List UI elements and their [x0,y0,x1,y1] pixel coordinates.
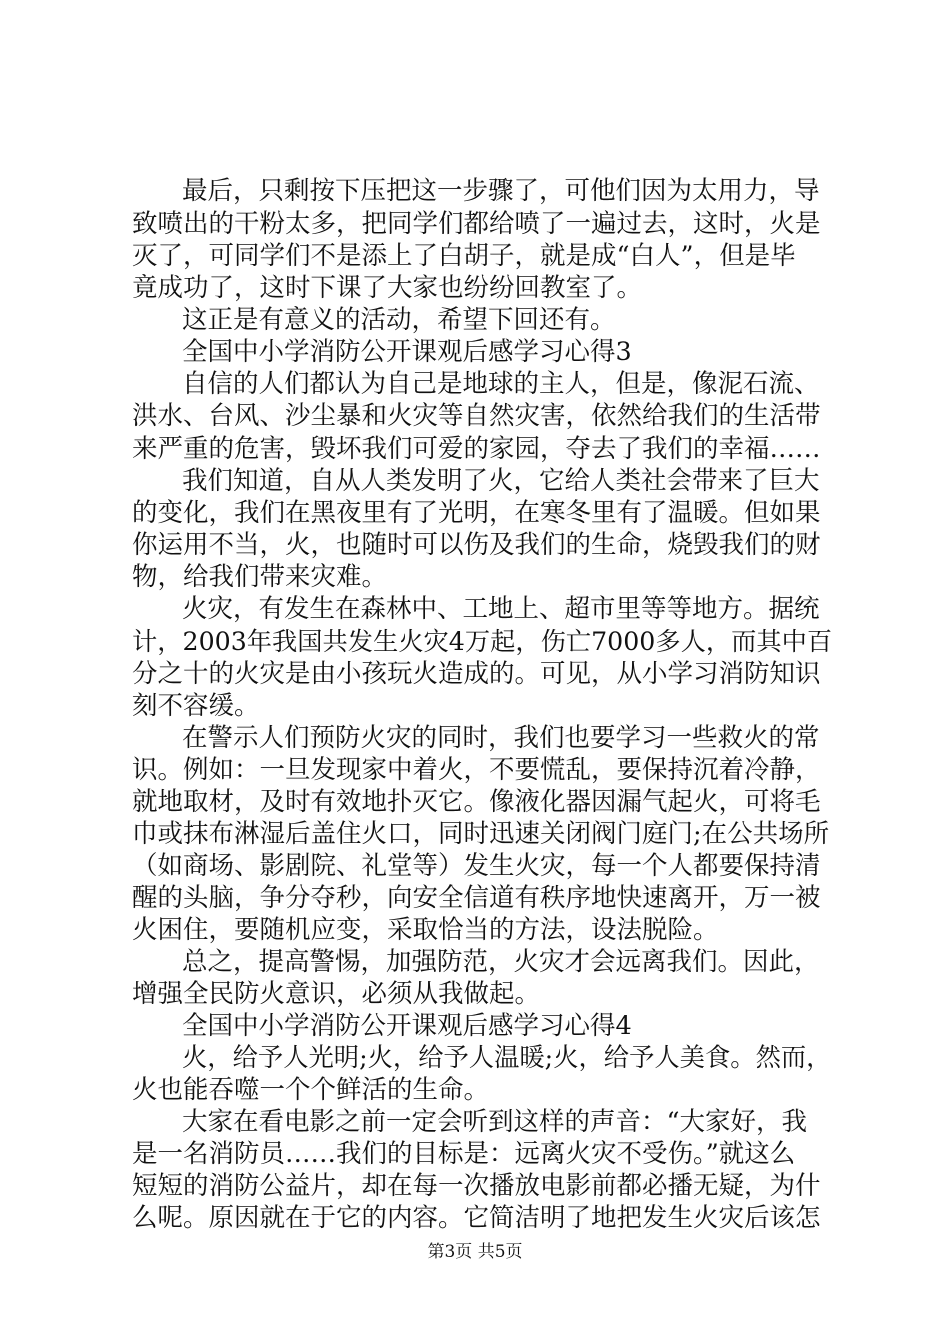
text-line: 刻不容缓。 [132,691,260,721]
page-footer: 第3页 共5页 [427,1242,523,1262]
text-line: 的变化，我们在黑夜里有了光明，在寒冬里有了温暖。但如果 [132,498,821,528]
text-line: 火困住，要随机应变，采取恰当的方法，设法脱险。 [132,915,719,945]
text-line: 来严重的危害，毁坏我们可爱的家园，夺去了我们的幸福…… [132,434,821,464]
text-line: 火也能吞噬一个个鲜活的生命。 [132,1075,490,1105]
text-line: 竟成功了，这时下课了大家也纷纷回教室了。 [132,273,643,303]
section-heading: 全国中小学消防公开课观后感学习心得3 [182,337,632,367]
text-line: 洪水、台风、沙尘暴和火灾等自然灾害，依然给我们的生活带 [132,401,821,431]
text-line: 物，给我们带来灾难。 [132,562,388,592]
text-line: 总之，提高警惕，加强防范，火灾才会远离我们。因此， [182,947,820,977]
text-line: 最后，只剩按下压把这一步骤了，可他们因为太用力，导 [182,176,820,206]
text-line: 识。例如：一旦发现家中着火，不要慌乱，要保持沉着冷静， [132,755,821,785]
text-line: 计，2003年我国共发生火灾4万起，伤亡7000多人，而其中百 [132,627,833,656]
text-line: （如商场、影剧院、礼堂等）发生火灾，每一个人都要保持清 [132,851,821,881]
text-line: 短短的消防公益片，却在每一次播放电影前都必播无疑，为什 [132,1171,821,1201]
text-line: 巾或抹布淋湿后盖住火口，同时迅速关闭阀门庭门;在公共场所 [132,819,830,849]
text-line: 增强全民防火意识，必须从我做起。 [132,979,541,1009]
text-line: 这正是有意义的活动，希望下回还有。 [182,305,616,335]
text-line: 灭了，可同学们不是添上了白胡子，就是成“白人”，但是毕 [132,241,796,271]
text-line: 自信的人们都认为自己是地球的主人，但是，像泥石流、 [182,369,820,399]
text-line: 是一名消防员……我们的目标是：远离火灾不受伤。”就这么 [132,1139,796,1169]
text-line: 火，给予人光明;火，给予人温暖;火，给予人美食。然而， [182,1043,832,1072]
text-line: 分之十的火灾是由小孩玩火造成的。可见，从小学习消防知识 [132,659,821,689]
text-line: 我们知道，自从人类发明了火，它给人类社会带来了巨大 [182,466,820,496]
section-heading: 全国中小学消防公开课观后感学习心得4 [182,1011,632,1041]
text-line: 么呢。原因就在于它的内容。它简洁明了地把发生火灾后该怎 [132,1203,821,1233]
text-line: 大家在看电影之前一定会听到这样的声音：“大家好，我 [182,1107,808,1137]
text-line: 你运用不当，火，也随时可以伤及我们的生命，烧毁我们的财 [132,530,821,560]
text-line: 醒的头脑，争分夺秒，向安全信道有秩序地快速离开，万一被 [132,883,821,913]
text-line: 在警示人们预防火灾的同时，我们也要学习一些救火的常 [182,723,820,753]
text-line: 就地取材，及时有效地扑灭它。像液化器因漏气起火，可将毛 [132,787,821,817]
text-line: 火灾，有发生在森林中、工地上、超市里等等地方。据统 [182,594,820,624]
text-line: 致喷出的干粉太多，把同学们都给喷了一遍过去，这时，火是 [132,209,821,239]
